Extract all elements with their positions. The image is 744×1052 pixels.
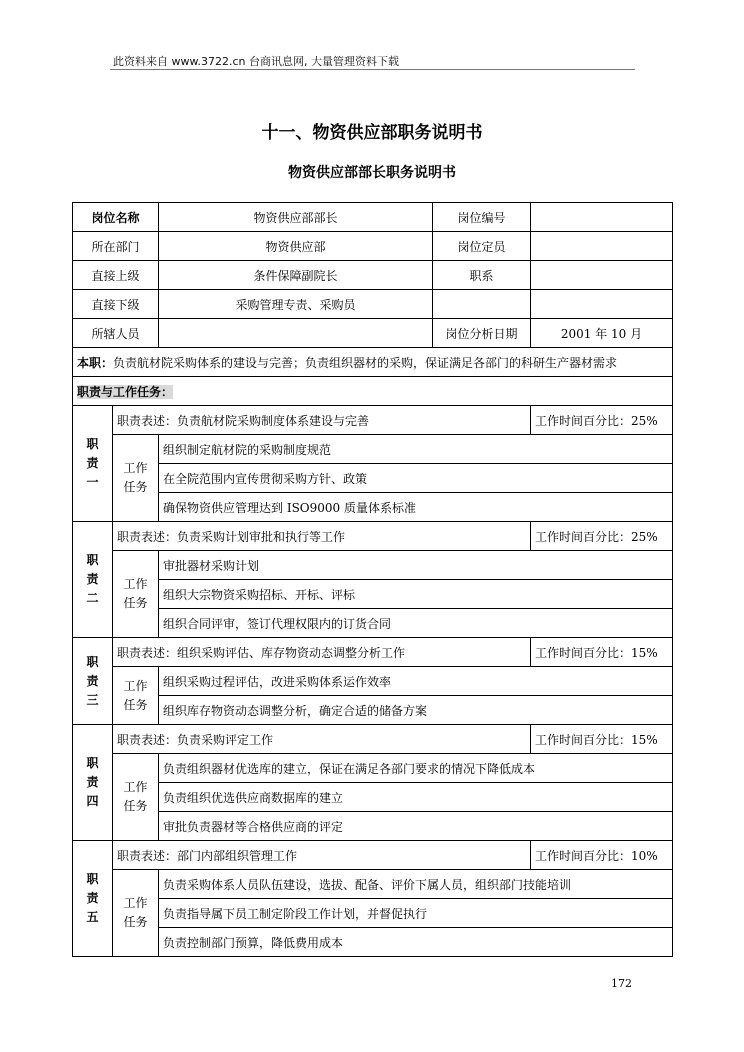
duty-label: 职 责 三 — [73, 638, 113, 725]
label-position-code: 岗位编号 — [433, 203, 531, 232]
value-department: 物资供应部 — [159, 232, 433, 261]
value-position-code — [531, 203, 673, 232]
label-job-family: 职系 — [433, 261, 531, 290]
task-item: 组织采购过程评估，改进采购体系运作效率 — [159, 667, 673, 696]
job-scope-label: 本职： — [77, 355, 114, 370]
value-staff — [159, 319, 433, 348]
task-label: 工作 任务 — [113, 667, 159, 725]
job-description-table — [72, 202, 673, 957]
label-analysis-date: 岗位分析日期 — [433, 319, 531, 348]
document-subtitle: 物资供应部部长职务说明书 — [288, 165, 456, 181]
duty-label: 职 责 二 — [73, 522, 113, 638]
empty-cell — [433, 290, 531, 319]
duty-label: 职 责 五 — [73, 841, 113, 957]
task-item: 负责组织器材优选库的建立，保证在满足各部门要求的情况下降低成本 — [159, 754, 673, 783]
task-item: 组织大宗物资采购招标、开标、评标 — [159, 580, 673, 609]
duty-time-percent: 工作时间百分比：10% — [531, 841, 673, 870]
task-label: 工作 任务 — [113, 870, 159, 957]
duties-header: 职责与工作任务： — [77, 384, 174, 399]
duties-header-row — [73, 377, 673, 406]
label-staff: 所辖人员 — [73, 319, 159, 348]
duty-time-percent: 工作时间百分比：25% — [531, 522, 673, 551]
job-scope-row — [73, 348, 673, 377]
task-item: 审批器材采购计划 — [159, 551, 673, 580]
task-item: 确保物资供应管理达到 ISO9000 质量体系标准 — [159, 493, 673, 522]
task-item: 在全院范围内宣传贯彻采购方针、政策 — [159, 464, 673, 493]
task-item: 组织制定航材院的采购制度规范 — [159, 435, 673, 464]
duty-statement: 职责表述：负责航材院采购制度体系建设与完善 — [113, 406, 531, 435]
label-direct-superior: 直接上级 — [73, 261, 159, 290]
job-scope-text: 负责航材院采购体系的建设与完善；负责组织器材的采购，保证满足各部门的科研生产器材需求 — [113, 355, 618, 370]
empty-cell — [531, 290, 673, 319]
page-header-source: 此资料来自 www.3722.cn 台商讯息网, 大量管理资料下载 — [113, 55, 399, 68]
duty-label: 职 责 四 — [73, 725, 113, 841]
task-label: 工作 任务 — [113, 435, 159, 522]
value-job-family — [531, 261, 673, 290]
duty-statement: 职责表述：负责采购计划审批和执行等工作 — [113, 522, 531, 551]
value-direct-subordinates: 采购管理专责、采购员 — [159, 290, 433, 319]
duty-time-percent: 工作时间百分比：15% — [531, 638, 673, 667]
task-item: 负责指导属下员工制定阶段工作计划，并督促执行 — [159, 899, 673, 928]
task-label: 工作 任务 — [113, 551, 159, 638]
label-position-name: 岗位名称 — [73, 203, 159, 232]
label-department: 所在部门 — [73, 232, 159, 261]
value-direct-superior: 条件保障副院长 — [159, 261, 433, 290]
task-item: 组织库存物资动态调整分析，确定合适的储备方案 — [159, 696, 673, 725]
task-item: 负责组织优选供应商数据库的建立 — [159, 783, 673, 812]
header-divider — [110, 69, 635, 70]
duty-time-percent: 工作时间百分比：25% — [531, 406, 673, 435]
label-direct-subordinates: 直接下级 — [73, 290, 159, 319]
duty-statement: 职责表述：部门内部组织管理工作 — [113, 841, 531, 870]
value-headcount — [531, 232, 673, 261]
duty-time-percent: 工作时间百分比：15% — [531, 725, 673, 754]
label-headcount: 岗位定员 — [433, 232, 531, 261]
duty-label: 职 责 一 — [73, 406, 113, 522]
task-label: 工作 任务 — [113, 754, 159, 841]
duty-statement: 职责表述：组织采购评估、库存物资动态调整分析工作 — [113, 638, 531, 667]
page-number: 172 — [611, 977, 632, 990]
document-title: 十一、物资供应部职务说明书 — [261, 123, 483, 143]
value-analysis-date: 2001 年 10 月 — [531, 319, 673, 348]
task-item: 审批负责器材等合格供应商的评定 — [159, 812, 673, 841]
duty-statement: 职责表述：负责采购评定工作 — [113, 725, 531, 754]
value-position-name: 物资供应部部长 — [159, 203, 433, 232]
task-item: 负责采购体系人员队伍建设，选拔、配备、评价下属人员，组织部门技能培训 — [159, 870, 673, 899]
task-item: 负责控制部门预算，降低费用成本 — [159, 928, 673, 957]
task-item: 组织合同评审，签订代理权限内的订货合同 — [159, 609, 673, 638]
